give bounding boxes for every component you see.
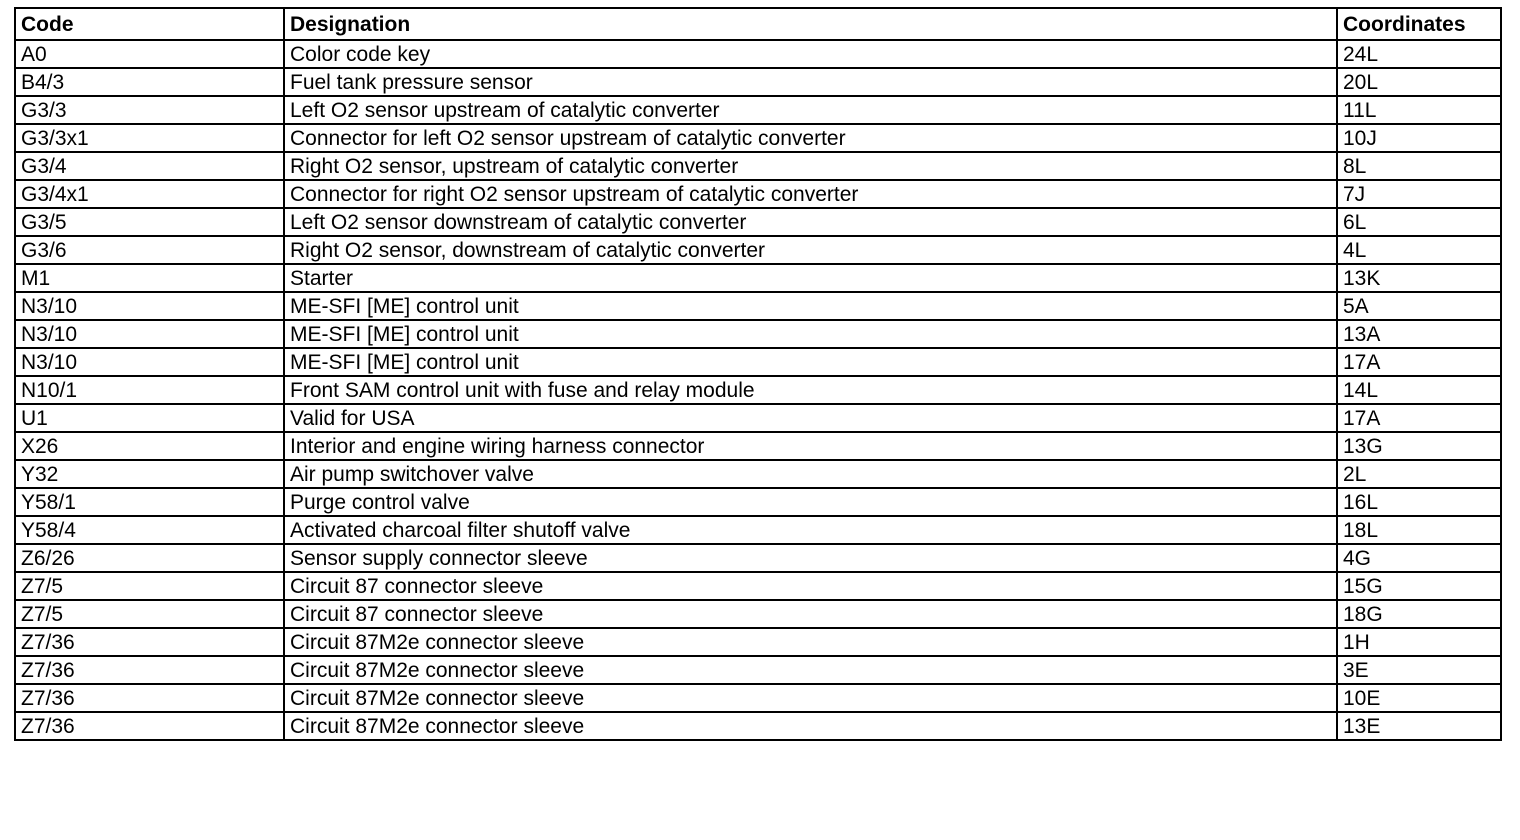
cell-code: G3/4 (15, 152, 284, 180)
cell-code: X26 (15, 432, 284, 460)
table-row (15, 628, 1501, 656)
cell-code: Y58/1 (15, 488, 284, 516)
table-row (15, 432, 1501, 460)
cell-code: N3/10 (15, 292, 284, 320)
cell-coordinates: 6L (1337, 208, 1501, 236)
cell-code: N3/10 (15, 348, 284, 376)
cell-code: Y32 (15, 460, 284, 488)
cell-coordinates: 17A (1337, 404, 1501, 432)
table-row (15, 264, 1501, 292)
table-row (15, 376, 1501, 404)
cell-code: Z7/5 (15, 600, 284, 628)
cell-coordinates: 15G (1337, 572, 1501, 600)
table-row (15, 460, 1501, 488)
table-row (15, 320, 1501, 348)
table-row (15, 404, 1501, 432)
table-row (15, 656, 1501, 684)
table-row (15, 236, 1501, 264)
cell-code: M1 (15, 264, 284, 292)
table-row (15, 180, 1501, 208)
cell-code: G3/6 (15, 236, 284, 264)
column-header-code: Code (15, 8, 284, 40)
cell-coordinates: 4G (1337, 544, 1501, 572)
table-row (15, 124, 1501, 152)
cell-designation: Front SAM control unit with fuse and relay module (284, 376, 1337, 404)
table-row (15, 600, 1501, 628)
cell-coordinates: 18G (1337, 600, 1501, 628)
table-row (15, 208, 1501, 236)
table-body (15, 40, 1501, 740)
cell-coordinates: 20L (1337, 68, 1501, 96)
cell-code: Z6/26 (15, 544, 284, 572)
cell-designation: Circuit 87M2e connector sleeve (284, 656, 1337, 684)
cell-coordinates: 13A (1337, 320, 1501, 348)
cell-code: Z7/36 (15, 684, 284, 712)
table-row (15, 96, 1501, 124)
cell-code: B4/3 (15, 68, 284, 96)
cell-code: N3/10 (15, 320, 284, 348)
table-row (15, 684, 1501, 712)
table-row (15, 712, 1501, 740)
cell-coordinates: 3E (1337, 656, 1501, 684)
cell-designation: Activated charcoal filter shutoff valve (284, 516, 1337, 544)
cell-coordinates: 1H (1337, 628, 1501, 656)
cell-coordinates: 16L (1337, 488, 1501, 516)
cell-coordinates: 2L (1337, 460, 1501, 488)
cell-designation: Right O2 sensor, downstream of catalytic converter (284, 236, 1337, 264)
cell-coordinates: 4L (1337, 236, 1501, 264)
cell-code: Z7/5 (15, 572, 284, 600)
cell-designation: Connector for right O2 sensor upstream of catalytic converter (284, 180, 1337, 208)
cell-designation: Circuit 87M2e connector sleeve (284, 712, 1337, 740)
cell-coordinates: 7J (1337, 180, 1501, 208)
cell-designation: Connector for left O2 sensor upstream of catalytic converter (284, 124, 1337, 152)
cell-designation: Right O2 sensor, upstream of catalytic converter (284, 152, 1337, 180)
cell-coordinates: 13E (1337, 712, 1501, 740)
cell-code: G3/3 (15, 96, 284, 124)
cell-code: Z7/36 (15, 628, 284, 656)
table-row (15, 544, 1501, 572)
table-row (15, 152, 1501, 180)
cell-coordinates: 13K (1337, 264, 1501, 292)
cell-designation: ME-SFI [ME] control unit (284, 292, 1337, 320)
cell-coordinates: 11L (1337, 96, 1501, 124)
cell-coordinates: 14L (1337, 376, 1501, 404)
cell-coordinates: 8L (1337, 152, 1501, 180)
cell-code: G3/4x1 (15, 180, 284, 208)
table-row (15, 68, 1501, 96)
cell-coordinates: 18L (1337, 516, 1501, 544)
cell-coordinates: 5A (1337, 292, 1501, 320)
table-row (15, 572, 1501, 600)
cell-code: G3/3x1 (15, 124, 284, 152)
cell-designation: Circuit 87 connector sleeve (284, 600, 1337, 628)
cell-designation: Left O2 sensor upstream of catalytic converter (284, 96, 1337, 124)
cell-designation: Sensor supply connector sleeve (284, 544, 1337, 572)
table-row (15, 516, 1501, 544)
cell-designation: Circuit 87M2e connector sleeve (284, 628, 1337, 656)
table-row (15, 292, 1501, 320)
cell-coordinates: 10J (1337, 124, 1501, 152)
cell-designation: ME-SFI [ME] control unit (284, 320, 1337, 348)
cell-code: A0 (15, 40, 284, 68)
cell-designation: ME-SFI [ME] control unit (284, 348, 1337, 376)
cell-designation: Starter (284, 264, 1337, 292)
cell-code: U1 (15, 404, 284, 432)
column-header-coordinates: Coordinates (1337, 8, 1501, 40)
cell-designation: Interior and engine wiring harness connector (284, 432, 1337, 460)
cell-designation: Color code key (284, 40, 1337, 68)
cell-coordinates: 24L (1337, 40, 1501, 68)
table-row (15, 40, 1501, 68)
cell-coordinates: 17A (1337, 348, 1501, 376)
cell-designation: Circuit 87 connector sleeve (284, 572, 1337, 600)
table-row (15, 348, 1501, 376)
cell-coordinates: 10E (1337, 684, 1501, 712)
table-row (15, 488, 1501, 516)
cell-designation: Purge control valve (284, 488, 1337, 516)
cell-designation: Air pump switchover valve (284, 460, 1337, 488)
cell-code: Y58/4 (15, 516, 284, 544)
cell-designation: Fuel tank pressure sensor (284, 68, 1337, 96)
component-legend-table (14, 7, 1502, 741)
cell-code: G3/5 (15, 208, 284, 236)
header-row (15, 8, 1501, 40)
cell-coordinates: 13G (1337, 432, 1501, 460)
cell-designation: Circuit 87M2e connector sleeve (284, 684, 1337, 712)
cell-code: N10/1 (15, 376, 284, 404)
column-header-designation: Designation (284, 8, 1337, 40)
cell-code: Z7/36 (15, 656, 284, 684)
cell-code: Z7/36 (15, 712, 284, 740)
cell-designation: Left O2 sensor downstream of catalytic converter (284, 208, 1337, 236)
cell-designation: Valid for USA (284, 404, 1337, 432)
